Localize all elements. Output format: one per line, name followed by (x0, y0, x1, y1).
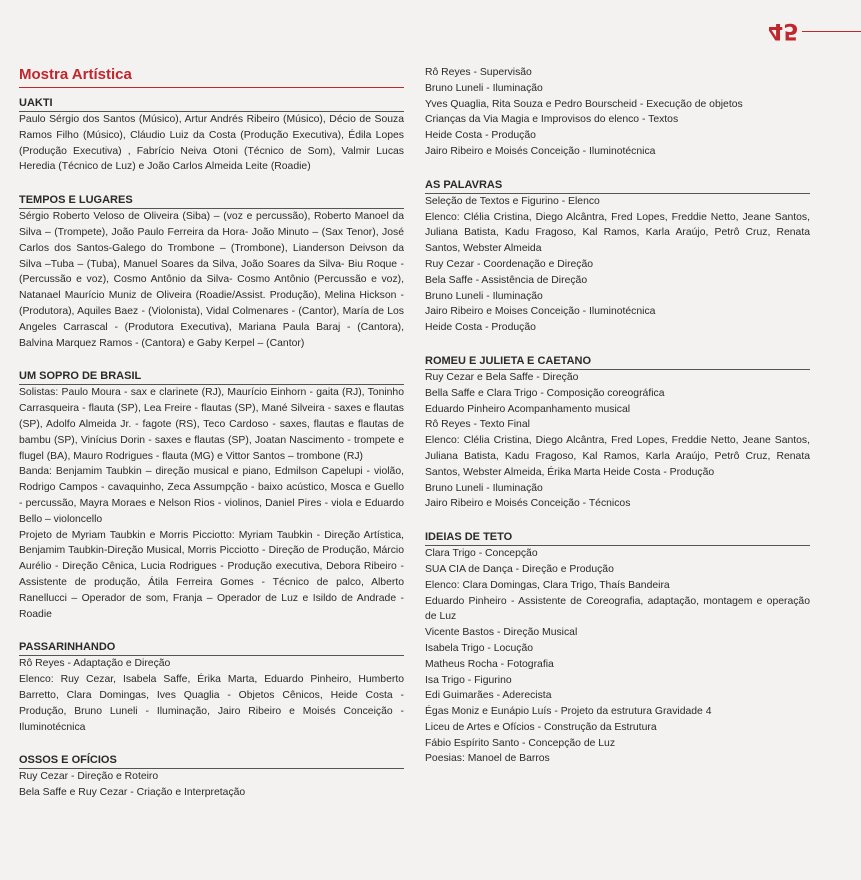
credit-line: Liceu de Artes e Ofícios - Construção da Estrutura (425, 721, 657, 733)
block-passarinhando (19, 639, 404, 735)
credit-line: Crianças da Via Magia e Improvisos do elenco - Textos (425, 114, 679, 126)
block-uakti (19, 95, 404, 175)
credit-line: Ruy Cezar - Coordenação e Direção (425, 258, 594, 270)
credit-line: Elenco: Clara Domingas, Clara Trigo, Thaís Bandeira (425, 579, 670, 591)
block-title: ROMEU E JULIETA E CAETANO (425, 353, 810, 370)
credit-line: Vicente Bastos - Direção Musical (425, 627, 578, 639)
credit-line: Jairo Ribeiro e Moisés Conceição - Técnicos (425, 498, 631, 510)
block-title: UM SOPRO DE BRASIL (19, 368, 404, 385)
credit-line: Rô Reyes - Texto Final (425, 419, 530, 431)
right-column (425, 65, 810, 784)
block-text: Sérgio Roberto Veloso de Oliveira (Siba) – (voz e percussão), Roberto Manoel da Silva – (Trompete), João Paulo Ferreira da Hora- João Minuto – (Sax Tenor), José Carlos dos Santos-Galego do Trombone – (Trombone), Lianderson Deivson da Silva –Tuba – (Tuba), Manuel Soares da Silva, João Soares da Silva- Biu Roque - (Percussão e voz), Cosmo Antônio da Silva- Cosmo Antônio (Percussão e voz), Natanael Maurício Muniz de Oliveira (Roadie/Assist. Produção), Melina Hickson - (Produtora), Aquiles Baez - (Violonista), Vidal Colmenares - (Cantor), María de Los Angeles Carrascal - (Produtora Executiva), Mariana Paula Baraj - (Cantora), Balvina Marquez Ramos - (Cantora) e Gaby Kerpel – (Cantor) (19, 211, 404, 349)
credit-line: Ruy Cezar - Direção e Roteiro (19, 771, 159, 783)
block-ossos-continued (425, 65, 810, 160)
block-text: Banda: Benjamim Taubkin – direção musical e piano, Edmilson Capelupi - violão, Rodrigo Campos - cavaquinho, Zeca Assumpção - baixo acústico, Mosca e Guello - percussão, Mayra Moraes e Nelson Rios - violinos, Daniel Pires - viola e Eduardo Bello – violoncello (19, 466, 404, 525)
block-title: PASSARINHANDO (19, 639, 404, 656)
credit-line: Edi Guimarães - Aderecista (425, 690, 552, 702)
block-text: Rô Reyes - Adaptação e Direção (19, 658, 171, 670)
block-text: Paulo Sérgio dos Santos (Músico), Artur Andrés Ribeiro (Músico), Décio de Souza Ramos Filho (Músico), Cláudio Luiz da Costa (Produção Executiva), Édila Lopes (Produção Executiva) , Fabrício Neiva Otoni (Técnico de Som), Valmir Lucas Heredia (Técnico de Luz) e João Carlos Almeida Leite (Roadie) (19, 114, 404, 173)
page-number: 45 (768, 18, 799, 43)
block-text: Elenco: Clélia Cristina, Diego Alcântra, Fred Lopes, Freddie Netto, Jeane Santos, Juliana Batista, Kadu Fragoso, Kal Ramos, Karla Araújo, Petrô Cruz, Renata Santos, Webster Almeida (425, 211, 810, 255)
credit-line: Isa Trigo - Figurino (425, 674, 512, 686)
block-title: TEMPOS E LUGARES (19, 192, 404, 209)
credit-line: Bruno Luneli - Iluminação (425, 482, 543, 494)
credit-line: Matheus Rocha - Fotografia (425, 658, 554, 670)
block-sopro (19, 368, 404, 622)
block-ossos (19, 752, 404, 801)
block-text: Solistas: Paulo Moura - sax e clarinete (RJ), Maurício Einhorn - gaita (RJ), Toninho Carrasqueira - flauta (SP), Lea Freire - flautas (SP), Mané Silveira - saxes e flautas (SP), Adolfo Almeida Jr. - fagote (RS), Teco Cardoso - saxes, flautas e flautas de bambu (SP), Vinícius Dorin - saxes e flautas (SP), Joatan Nascimento - trompete e flugel (BA), Mauro Rodrigues - flauta (MG) e Vittor Santos – trombone (RJ) (19, 387, 404, 462)
block-ideias (425, 529, 810, 767)
credit-line: Poesias: Manoel de Barros (425, 753, 550, 765)
block-text: Elenco: Ruy Cezar, Isabela Saffe, Érika Marta, Eduardo Pinheiro, Humberto Barretto, Clara Domingas, Ives Quaglia - Objetos Cênicos, Heide Costa - Produção, Bruno Luneli - Iluminação, Jairo Ribeiro e Moisés Conceição - Iluminotécnica (19, 674, 404, 733)
credit-line: Heide Costa - Produção (425, 322, 536, 334)
credit-line: Yves Quaglia, Rita Souza e Pedro Bourscheid - Execução de objetos (425, 98, 743, 110)
block-title: UAKTI (19, 95, 404, 112)
block-romeu (425, 353, 810, 512)
credit-line: Fábio Espírito Santo - Concepção de Luz (425, 737, 616, 749)
block-text: Projeto de Myriam Taubkin e Morris Picciotto: Myriam Taubkin - Direção Artística, Benjamim Taubkin-Direção Musical, Morris Picciotto - Direção de Produção, Márcio Aurélio - Direção Cênica, Lucia Rodrigues - Produção executiva, Debora Ribeiro - Assistente de produção, Átila Ferreira Gomes - Técnico de palco, Alberto Ranellucci – Operador de som, Franja – Operador de Luz e Isildo de Andrade - Roadie (19, 529, 404, 620)
credit-line: Égas Moniz e Eunápio Luís - Projeto da estrutura Gravidade 4 (425, 706, 712, 718)
page-number-rule (802, 31, 861, 32)
credit-line: SUA CIA de Dança - Direção e Produção (425, 563, 614, 575)
credit-line: Clara Trigo - Concepção (425, 548, 538, 560)
left-column (19, 66, 404, 818)
section-title: Mostra Artística (19, 66, 404, 88)
credit-line: Bela Saffe - Assistência de Direção (425, 274, 588, 286)
block-palavras (425, 177, 810, 336)
credit-line: Rô Reyes - Supervisão (425, 67, 532, 78)
credit-line: Eduardo Pinheiro Acompanhamento musical (425, 403, 631, 415)
credit-line: Ruy Cezar e Bela Saffe - Direção (425, 371, 579, 383)
block-title: OSSOS E OFÍCIOS (19, 752, 404, 769)
credit-line: Jairo Ribeiro e Moises Conceição - Iluminotécnica (425, 306, 656, 318)
block-tempos (19, 192, 404, 351)
credit-line: Heide Costa - Produção (425, 130, 536, 142)
credit-line: Jairo Ribeiro e Moisés Conceição - Iluminotécnica (425, 145, 656, 157)
block-text: Eduardo Pinheiro - Assistente de Coreografia, adaptação, montagem e operação de Luz (425, 595, 810, 623)
credit-line: Isabela Trigo - Locução (425, 642, 534, 654)
block-text: Elenco: Clélia Cristina, Diego Alcântra, Fred Lopes, Freddie Netto, Jeane Santos, Juliana Batista, Kadu Fragoso, Kal Ramos, Karla Araújo, Petrô Cruz, Renata Santos, Webster Almeida, Érika Marta Heide Costa - Produção (425, 435, 810, 478)
credit-line: Bruno Luneli - Iluminação (425, 82, 543, 94)
block-title: AS PALAVRAS (425, 177, 810, 194)
credit-line: Bella Saffe e Clara Trigo - Composição coreográfica (425, 387, 665, 399)
credit-line: Seleção de Textos e Figurino - Elenco (425, 195, 600, 207)
block-title: IDEIAS DE TETO (425, 529, 810, 546)
credit-line: Bela Saffe e Ruy Cezar - Criação e Interpretação (19, 787, 246, 799)
credit-line: Bruno Luneli - Iluminação (425, 290, 543, 302)
